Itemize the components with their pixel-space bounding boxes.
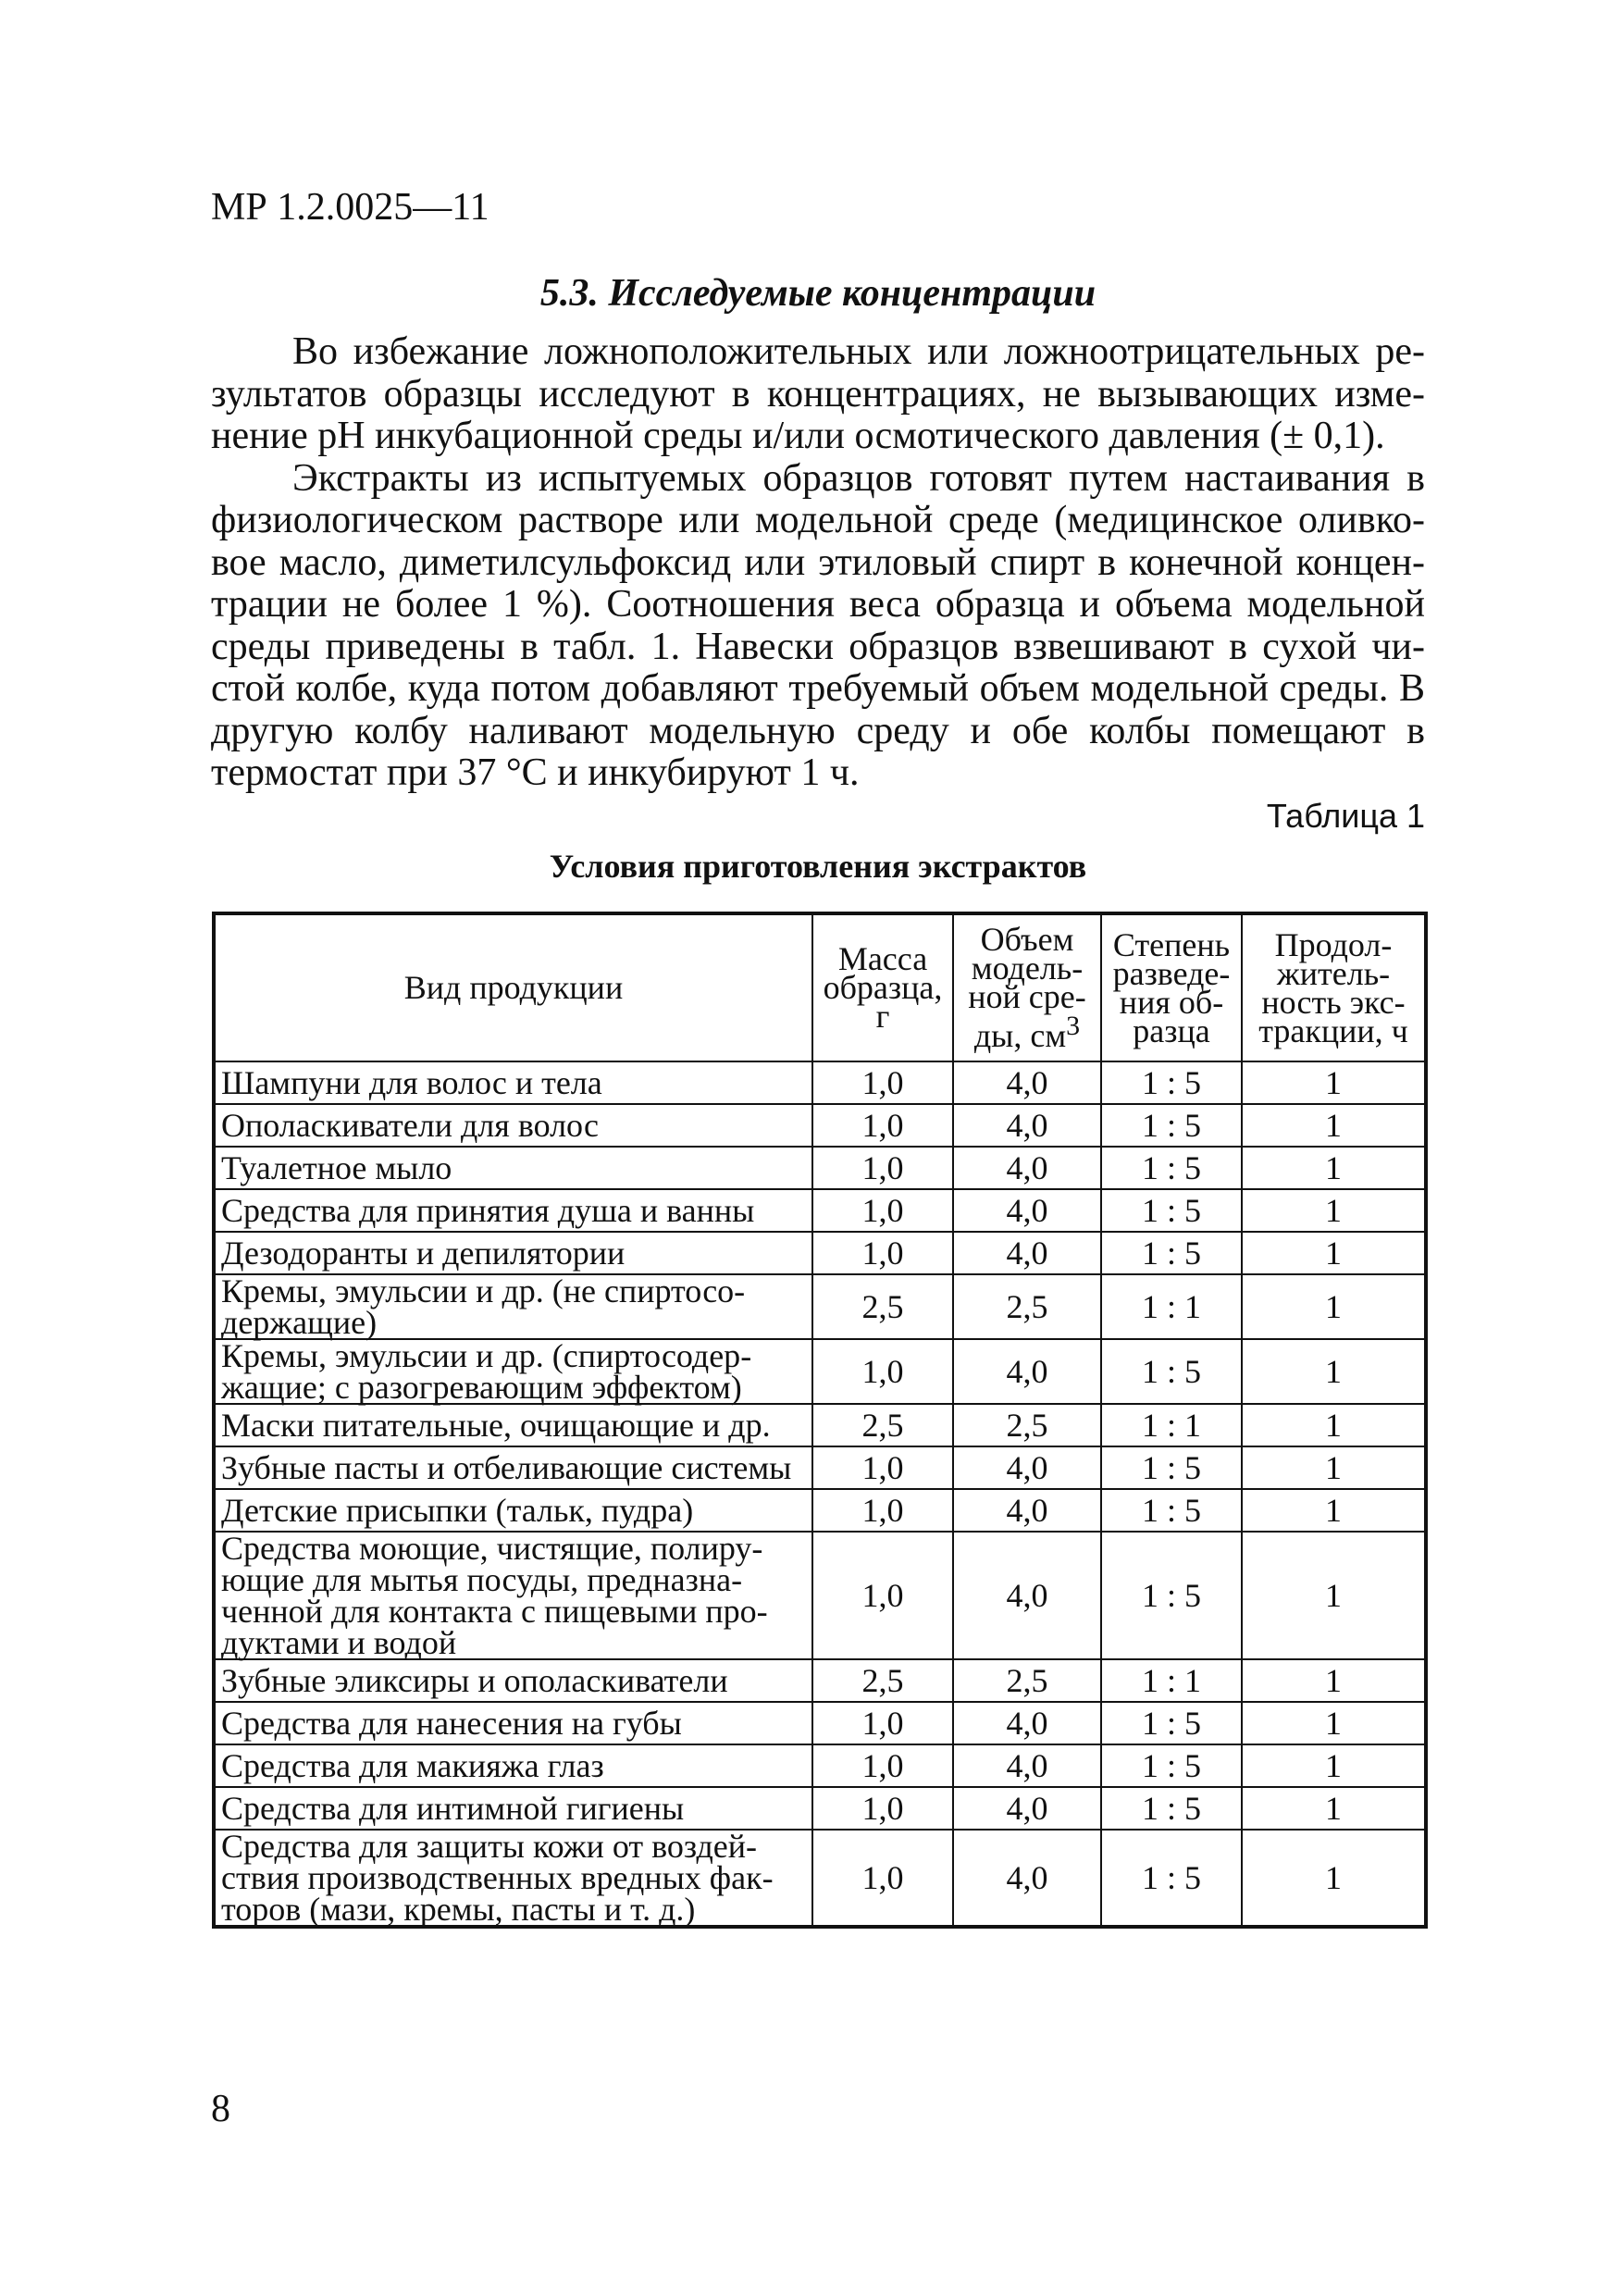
cell-product: Шампуни для волос и тела (214, 1061, 812, 1104)
cell-duration: 1 (1242, 1446, 1426, 1489)
page-number: 8 (211, 2088, 230, 2130)
cell-product: Туалетное мыло (214, 1147, 812, 1189)
table-body (214, 1061, 1426, 1927)
cell-dilution: 1 : 1 (1101, 1404, 1242, 1446)
cell-dilution: 1 : 1 (1101, 1659, 1242, 1702)
cell-duration: 1 (1242, 1189, 1426, 1232)
cell-volume: 4,0 (953, 1147, 1101, 1189)
cell-duration: 1 (1242, 1744, 1426, 1787)
cell-dilution: 1 : 5 (1101, 1189, 1242, 1232)
cell-duration: 1 (1242, 1274, 1426, 1339)
cell-dilution: 1 : 5 (1101, 1061, 1242, 1104)
extracts-table (212, 912, 1428, 1929)
cell-mass: 2,5 (812, 1659, 953, 1702)
cell-mass: 1,0 (812, 1744, 953, 1787)
cell-volume: 4,0 (953, 1532, 1101, 1659)
cell-mass: 1,0 (812, 1830, 953, 1927)
cell-duration: 1 (1242, 1830, 1426, 1927)
cell-volume: 4,0 (953, 1061, 1101, 1104)
table-row (214, 1147, 1426, 1189)
cell-mass: 1,0 (812, 1147, 953, 1189)
table-header-row (214, 913, 1426, 1061)
cell-volume: 4,0 (953, 1830, 1101, 1927)
cell-mass: 1,0 (812, 1702, 953, 1744)
cell-duration: 1 (1242, 1232, 1426, 1274)
table-row (214, 1274, 1426, 1339)
table-row (214, 1659, 1426, 1702)
cell-mass: 1,0 (812, 1104, 953, 1147)
cell-dilution: 1 : 1 (1101, 1274, 1242, 1339)
cell-mass: 1,0 (812, 1232, 953, 1274)
cell-duration: 1 (1242, 1532, 1426, 1659)
cell-volume: 4,0 (953, 1744, 1101, 1787)
cell-mass: 1,0 (812, 1189, 953, 1232)
cell-volume: 4,0 (953, 1189, 1101, 1232)
cell-duration: 1 (1242, 1104, 1426, 1147)
table-row (214, 1532, 1426, 1659)
cell-duration: 1 (1242, 1339, 1426, 1404)
cell-volume: 2,5 (953, 1659, 1101, 1702)
cell-volume: 2,5 (953, 1274, 1101, 1339)
cell-volume: 2,5 (953, 1404, 1101, 1446)
cell-product: Зубные пасты и отбеливающие системы (214, 1446, 812, 1489)
cell-volume: 4,0 (953, 1232, 1101, 1274)
body-text (211, 331, 1425, 795)
table-row (214, 1104, 1426, 1147)
table-label: Таблица 1 (1266, 797, 1425, 835)
cell-mass: 2,5 (812, 1404, 953, 1446)
cell-volume: 4,0 (953, 1489, 1101, 1532)
paragraph: Во избежание ложноположительных или ложноотрицательных результатов образцы исследуют в концентрациях, не вызывающих изменение pH инкубационной среды и/или осмотического давления (± 0,1). (211, 330, 1425, 457)
cell-product: Кремы, эмульсии и др. (спиртосодержащие; с разогревающим эффектом) (214, 1339, 812, 1404)
cell-dilution: 1 : 5 (1101, 1339, 1242, 1404)
section-title: 5.3. Исследуемые концентрации (539, 272, 1096, 315)
cell-product: Зубные эликсиры и ополаскиватели (214, 1659, 812, 1702)
header-mass: Масса образца, г (812, 913, 953, 1061)
table-row (214, 1787, 1426, 1830)
document-code: МР 1.2.0025—11 (211, 186, 489, 229)
cell-dilution: 1 : 5 (1101, 1147, 1242, 1189)
table-row (214, 1489, 1426, 1532)
cell-dilution: 1 : 5 (1101, 1532, 1242, 1659)
cell-volume: 4,0 (953, 1104, 1101, 1147)
cell-duration: 1 (1242, 1702, 1426, 1744)
cell-dilution: 1 : 5 (1101, 1104, 1242, 1147)
header-volume-power: 3 (1066, 1011, 1081, 1041)
cell-dilution: 1 : 5 (1101, 1744, 1242, 1787)
cell-dilution: 1 : 5 (1101, 1787, 1242, 1830)
cell-product: Средства для макияжа глаз (214, 1744, 812, 1787)
cell-dilution: 1 : 5 (1101, 1446, 1242, 1489)
cell-mass: 1,0 (812, 1787, 953, 1830)
cell-duration: 1 (1242, 1147, 1426, 1189)
cell-product: Дезодоранты и депилятории (214, 1232, 812, 1274)
cell-mass: 1,0 (812, 1339, 953, 1404)
header-product: Вид продукции (214, 913, 812, 1061)
cell-duration: 1 (1242, 1061, 1426, 1104)
cell-volume: 4,0 (953, 1339, 1101, 1404)
cell-dilution: 1 : 5 (1101, 1702, 1242, 1744)
cell-duration: 1 (1242, 1404, 1426, 1446)
cell-product: Средства для защиты кожи от воздействия производственных вредных факторов (мази, кремы, пасты и т. д.) (214, 1830, 812, 1927)
table-row (214, 1830, 1426, 1927)
table-row (214, 1744, 1426, 1787)
cell-product: Средства для интимной гигиены (214, 1787, 812, 1830)
cell-volume: 4,0 (953, 1702, 1101, 1744)
header-volume-text: Объем модельной среды, см (968, 921, 1086, 1054)
table-row (214, 1702, 1426, 1744)
cell-product: Ополаскиватели для волос (214, 1104, 812, 1147)
table-title: Условия приготовления экстрактов (549, 848, 1087, 885)
header-dilution: Степень разведения образца (1101, 913, 1242, 1061)
cell-duration: 1 (1242, 1787, 1426, 1830)
table-row (214, 1189, 1426, 1232)
header-volume (953, 913, 1101, 1061)
cell-mass: 1,0 (812, 1532, 953, 1659)
cell-dilution: 1 : 5 (1101, 1830, 1242, 1927)
cell-volume: 4,0 (953, 1446, 1101, 1489)
table-row (214, 1232, 1426, 1274)
cell-product: Детские присыпки (тальк, пудра) (214, 1489, 812, 1532)
paragraph: Экстракты из испытуемых образцов готовят путем настаивания в физиологическом растворе или модельной среде (медицинское оливковое масло, диметилсульфоксид или этиловый спирт в конечной концентрации не более 1 %). Соотношения веса образца и объема модельной среды приведены в табл. 1. Навески образцов взвешивают в сухой чистой колбе, куда потом добавляют требуемый объем модельной среды. В другую колбу наливают модельную среду и обе колбы помещают в термостат при 37 °С и инкубируют 1 ч. (211, 456, 1425, 794)
cell-product: Средства моющие, чистящие, полирующие для мытья посуды, предназначенной для контакта с пищевыми продуктами и водой (214, 1532, 812, 1659)
table-row (214, 1061, 1426, 1104)
cell-dilution: 1 : 5 (1101, 1232, 1242, 1274)
cell-volume: 4,0 (953, 1787, 1101, 1830)
header-duration: Продолжительность экстракции, ч (1242, 913, 1426, 1061)
cell-mass: 1,0 (812, 1446, 953, 1489)
cell-duration: 1 (1242, 1489, 1426, 1532)
cell-product: Маски питательные, очищающие и др. (214, 1404, 812, 1446)
cell-product: Средства для нанесения на губы (214, 1702, 812, 1744)
cell-duration: 1 (1242, 1659, 1426, 1702)
cell-mass: 2,5 (812, 1274, 953, 1339)
cell-mass: 1,0 (812, 1061, 953, 1104)
cell-product: Кремы, эмульсии и др. (не спиртосодержащие) (214, 1274, 812, 1339)
cell-product: Средства для принятия душа и ванны (214, 1189, 812, 1232)
cell-dilution: 1 : 5 (1101, 1489, 1242, 1532)
table-row (214, 1339, 1426, 1404)
cell-mass: 1,0 (812, 1489, 953, 1532)
table-row (214, 1446, 1426, 1489)
table-row (214, 1404, 1426, 1446)
